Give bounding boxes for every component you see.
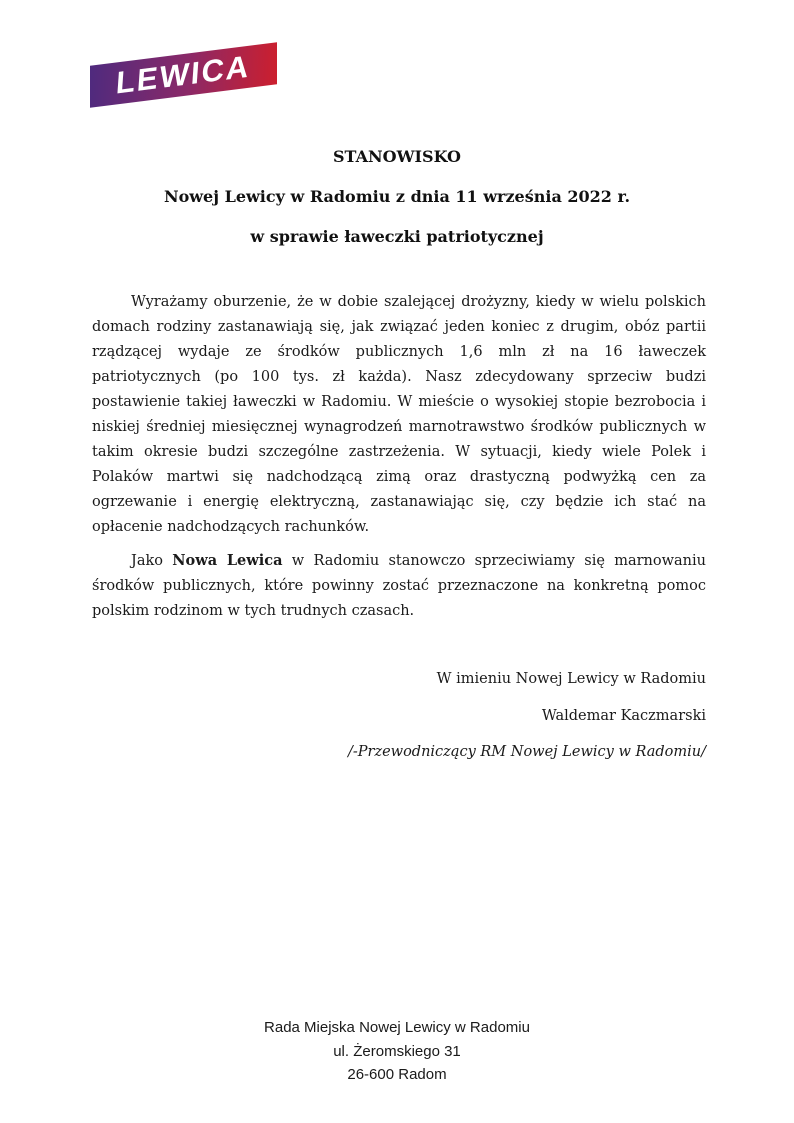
paragraph-2-suffix: w Radomiu stanowczo sprzeciwiamy się marnowaniu środków publicznych, które powinny zostać przeznaczone na konkretną pomoc polskim rodzinom w tych trudnych czasach. bbox=[92, 553, 706, 619]
signature-block bbox=[92, 661, 706, 771]
signature-name: Waldemar Kaczmarski bbox=[541, 707, 706, 724]
document-body bbox=[92, 290, 706, 632]
title-subject-date: Nowej Lewicy w Radomiu z dnia 11 września 2022 r. bbox=[163, 187, 631, 206]
paragraph-1: Wyrażamy oburzenie, że w dobie szalejącej drożyzny, kiedy w wielu polskich domach rodziny zastanawiają się, jak związać jeden koniec z drugim, obóz partii rządzącej wydaje ze środków publicznych 1,6 mln zł na 16 ławeczek patriotycznych (po 100 tys. zł każda). Nasz zdecydowany sprzeciw budzi postawienie takiej ławeczki w Radomiu. W mieście o wysokiej stopie bezrobocia i niskiej średniej miesięcznej wynagrodzeń marnotrawstwo środków publicznych w takim okresie budzi szczególne zastrzeżenia. W sytuacji, kiedy wiele Polek i Polaków martwi się nadchodzącą zimą oraz drastyczną podwyżką cen za ogrzewanie i energię elektryczną, zastanawiając się, czy będzie ich stać na opłacenie nadchodzących rachunków. bbox=[92, 294, 706, 535]
document-title-block bbox=[0, 148, 794, 268]
paragraph-2 bbox=[92, 548, 706, 624]
footer-organization: Rada Miejska Nowej Lewicy w Radomiu bbox=[264, 1019, 530, 1036]
title-subject-matter: w sprawie ławeczki patriotycznej bbox=[250, 227, 544, 246]
footer-city: 26-600 Radom bbox=[347, 1066, 447, 1083]
footer-address-block bbox=[0, 1016, 794, 1087]
signature-on-behalf: W imieniu Nowej Lewicy w Radomiu bbox=[436, 671, 706, 687]
title-stanowisko: STANOWISKO bbox=[333, 147, 461, 166]
lewica-logo-banner bbox=[90, 42, 277, 108]
signature-role: /-Przewodniczący RM Nowej Lewicy w Radomiu/ bbox=[347, 744, 706, 760]
footer-street: ul. Żeromskiego 31 bbox=[333, 1042, 461, 1060]
paragraph-2-prefix: Jako bbox=[131, 553, 173, 569]
lewica-logo-text: LEWICA bbox=[115, 47, 252, 101]
paragraph-2-bold-party-name: Nowa Lewica bbox=[172, 552, 283, 569]
